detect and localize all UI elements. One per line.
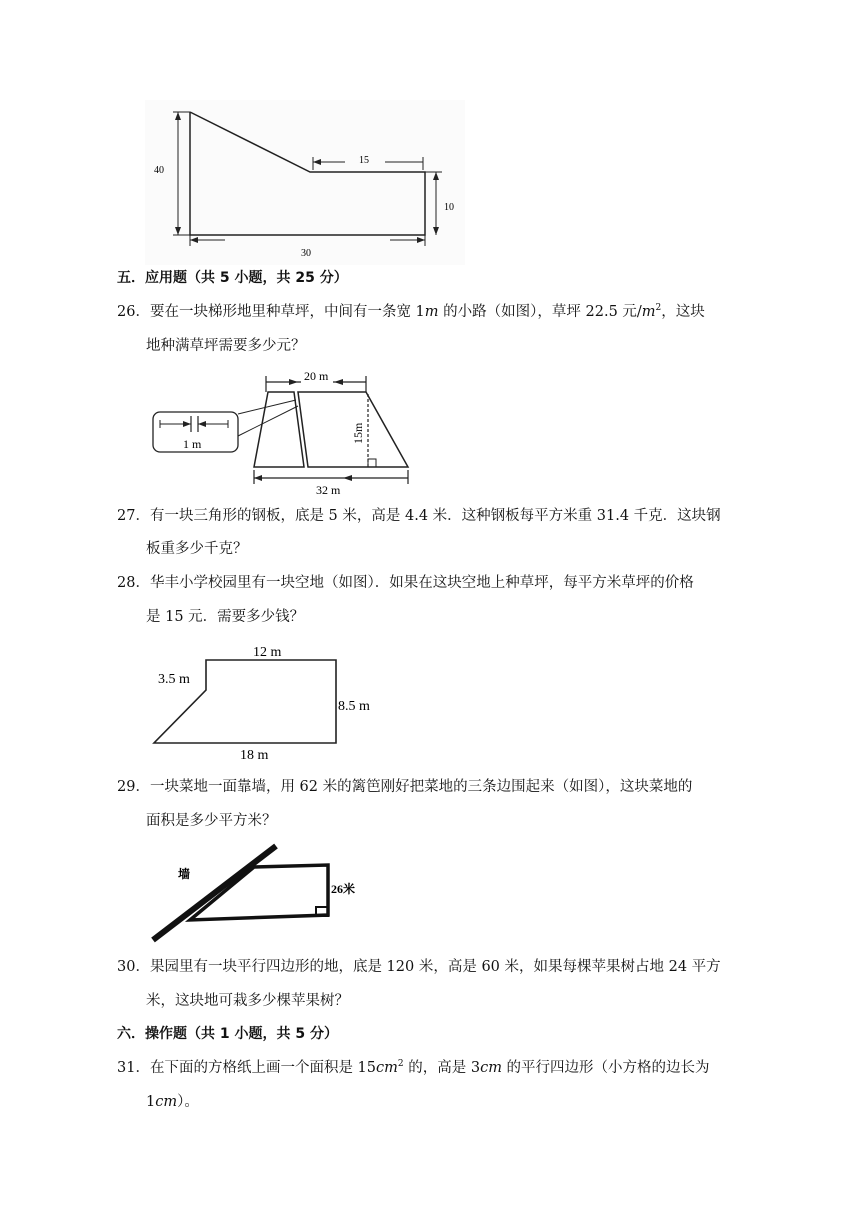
q30-number: 30． (117, 959, 150, 975)
q27-line2: 板重多少千克？ (146, 541, 248, 557)
q31-number: 31． (117, 1060, 150, 1076)
q31-line2-a: 1 (146, 1094, 156, 1110)
q30-text: 果园里有一块平行四边形的地，底是 120 米，高是 60 米，如果每棵苹果树占地 24 平方 (149, 959, 721, 975)
q28-line1 (117, 573, 694, 593)
q26-path-label: 1 m (183, 437, 202, 451)
q31-text-c: 的平行四边形（小方格的边长为 (501, 1060, 710, 1076)
q31-line2-b: ）。 (177, 1094, 199, 1110)
q29-height-label: 26米 (331, 882, 356, 896)
q29-line2: 面积是多少平方米？ (146, 813, 277, 829)
q31-line2-unit: cm (155, 1094, 178, 1110)
q28-figure-plot (148, 638, 388, 763)
q26-height-label: 15m (351, 422, 365, 444)
q31-sup: 2 (397, 1059, 404, 1069)
section-6-heading: 六．操作题（共 1 小题，共 5 分） (117, 1026, 338, 1042)
q28-text: 华丰小学校园里有一块空地（如图）．如果在这块空地上种草坪，每平方米草坪的价格 (149, 575, 694, 591)
label-30: 30 (301, 248, 311, 259)
q30-line1 (117, 957, 721, 977)
label-15: 15 (359, 155, 369, 166)
q26-top-label: 20 m (304, 369, 329, 383)
q26-unit-m2: m (641, 304, 656, 320)
q28-right-label: 8.5 m (338, 699, 370, 714)
q31-text-b: 的，高是 3 (403, 1060, 481, 1076)
q26-line2: 地种满草坪需要多少元？ (146, 338, 306, 354)
q26-sup: 2 (655, 303, 662, 313)
q29-wall-label: 墙 (178, 867, 191, 881)
q29-text: 一块菜地一面靠墙，用 62 米的篱笆刚好把菜地的三条边围起来（如图），这块菜地的 (149, 779, 693, 795)
q31-line2 (146, 1092, 199, 1112)
section-5-heading: 五．应用题（共 5 小题，共 25 分） (117, 270, 348, 286)
q28-left-label: 3.5 m (158, 672, 190, 687)
figure-composite-shape (145, 100, 465, 265)
q27-text: 有一块三角形的钢板，底是 5 米，高是 4.4 米．这种钢板每平方米重 31.4 千克．这块钢 (149, 508, 721, 524)
q28-number: 28． (117, 575, 150, 591)
q29-figure-garden (148, 840, 373, 945)
q30-line2: 米，这块地可栽多少棵苹果树？ (146, 993, 349, 1009)
label-10: 10 (444, 202, 454, 213)
q26-text-c: ，这块 (661, 304, 705, 320)
q26-bottom-label: 32 m (316, 483, 341, 497)
q26-number: 26． (117, 304, 150, 320)
q29-line1 (117, 777, 692, 797)
q26-line1 (117, 302, 705, 322)
q29-number: 29． (117, 779, 150, 795)
q26-text-b: 的小路（如图），草坪 22.5 元/ (438, 304, 642, 320)
q31-line1 (117, 1058, 710, 1078)
q31-unit-cm: cm (480, 1060, 502, 1076)
q28-bottom-label: 18 m (240, 748, 269, 763)
q27-line1 (117, 506, 721, 526)
q26-text-a: 要在一块梯形地里种草坪，中间有一条宽 1 (149, 304, 425, 320)
label-40: 40 (154, 165, 164, 176)
q26-unit-m: m (424, 304, 439, 320)
q31-unit-cm2: cm (376, 1060, 398, 1076)
q27-number: 27． (117, 508, 150, 524)
q28-line2: 是 15 元．需要多少钱？ (146, 609, 305, 625)
q28-top-label: 12 m (253, 645, 282, 660)
q26-figure-trapezoid (148, 362, 418, 502)
q31-text-a: 在下面的方格纸上画一个面积是 15 (149, 1060, 377, 1076)
